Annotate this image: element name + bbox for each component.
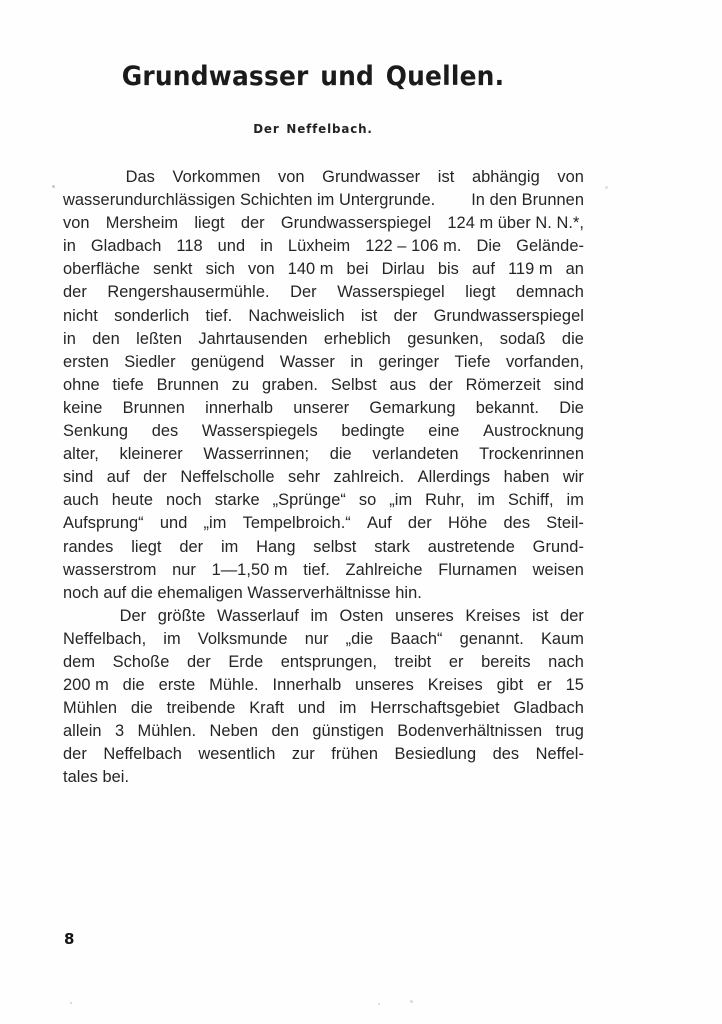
text-token: treibt — [394, 652, 432, 671]
text-token: Volksmunde — [197, 629, 288, 648]
paragraph-2 — [63, 605, 584, 790]
text-token: 118 — [176, 237, 203, 256]
text-token: zahlreich. — [333, 468, 405, 487]
text-token: starke — [214, 491, 260, 510]
text-token: demnach — [516, 283, 584, 302]
text-token: senkt — [153, 260, 193, 279]
text-token: bereits — [481, 652, 531, 671]
text-line — [63, 466, 584, 489]
text-token: an — [565, 260, 584, 279]
text-token: Herrschaftsgebiet — [370, 699, 500, 718]
text-token: Ruhr, — [425, 491, 465, 510]
text-token: haben — [503, 468, 550, 487]
text-token: 140 m — [287, 260, 334, 279]
text-token: sind — [553, 375, 584, 394]
text-token: aus — [389, 375, 417, 394]
text-token: Kreises — [465, 606, 521, 625]
text-token: noch — [165, 491, 202, 510]
text-token: ist — [437, 168, 455, 186]
text-token: Mühlen — [63, 699, 118, 718]
text-token: liegt — [194, 214, 225, 233]
text-token: innerhalb — [205, 398, 274, 417]
text-token: Dirlau — [381, 260, 425, 279]
text-token: tales bei. — [63, 768, 130, 787]
text-token: ist — [531, 606, 549, 625]
text-token: „Sprünge“ — [272, 491, 346, 510]
text-token: Allerdings — [417, 468, 491, 487]
text-token: Wasserrinnen; — [203, 445, 310, 464]
text-token: und — [297, 699, 326, 718]
text-token: noch auf die ehemaligen Wasserverhältnisse hin. — [63, 583, 422, 602]
text-token: oberfläche — [63, 260, 141, 279]
body-text — [63, 166, 584, 790]
text-token: Der — [290, 283, 317, 302]
text-line — [63, 720, 584, 743]
text-token: des — [151, 422, 179, 441]
text-token: nicht — [63, 306, 98, 325]
text-token: den — [271, 722, 299, 741]
text-token: von — [278, 168, 305, 186]
text-line — [63, 582, 584, 605]
text-token: geringer — [378, 352, 440, 371]
text-token: tief. — [303, 560, 330, 579]
text-token: des — [492, 745, 520, 764]
text-token: Nachweislich — [248, 306, 345, 325]
text-token: randes — [63, 537, 114, 556]
text-token: Wasser — [279, 352, 335, 371]
text-line — [63, 235, 584, 258]
text-token: unserer — [293, 398, 350, 417]
text-token: Wasserspiegel — [337, 283, 445, 302]
text-token: Gelände- — [516, 237, 584, 256]
text-token: Wasserlauf — [217, 606, 299, 625]
text-token: Zahlreiche — [345, 560, 423, 579]
text-token: im — [310, 606, 328, 625]
scan-speck — [70, 1002, 72, 1004]
text-token: der — [186, 652, 211, 671]
text-token: Austrocknung — [483, 422, 584, 441]
text-token: weisen — [532, 560, 584, 579]
text-token: Osten — [339, 606, 384, 625]
text-token: Trockenrinnen — [479, 445, 584, 464]
text-token: sodaß — [499, 329, 546, 348]
text-token: Der — [119, 606, 147, 625]
text-token: in — [63, 237, 76, 256]
text-token: die — [329, 445, 352, 464]
text-token: Höhe — [447, 514, 488, 533]
text-token: Schiff, — [507, 491, 554, 510]
text-token: ist — [360, 306, 378, 325]
page-subtitle: Der Neffelbach. — [253, 121, 373, 137]
text-line — [63, 397, 584, 420]
text-token: und — [159, 514, 188, 533]
text-token: leßten — [136, 329, 182, 348]
text-line — [63, 743, 584, 766]
text-token: im — [566, 491, 584, 510]
text-token: ohne — [63, 375, 100, 394]
page-title: Grundwasser und Quellen. — [121, 61, 505, 92]
text-token: Wasserspiegels — [201, 422, 318, 441]
text-token: Grundwasserspiegel — [280, 214, 432, 233]
text-token: Gemarkung — [369, 398, 456, 417]
text-token: Rengershausermühle. — [107, 283, 270, 302]
text-token: „im — [203, 514, 227, 533]
text-token: Besiedlung — [394, 745, 477, 764]
text-token: Tempelbroich.“ — [242, 514, 351, 533]
text-token: bei — [346, 260, 369, 279]
scan-speck — [378, 1003, 380, 1005]
text-token: In den Brunnen — [471, 191, 584, 210]
text-line — [63, 536, 584, 559]
text-token: Kraft — [249, 699, 285, 718]
text-token: im — [339, 699, 357, 718]
text-token: treibende — [166, 699, 236, 718]
text-line — [63, 605, 584, 628]
text-token: Aufsprung“ — [63, 514, 144, 533]
text-token: Baach“ — [390, 629, 443, 648]
text-token: frühen — [331, 745, 379, 764]
text-token: nur — [304, 629, 329, 648]
text-token: der — [63, 283, 87, 302]
text-token: ersten — [63, 352, 109, 371]
text-line — [63, 512, 584, 535]
text-token: liegt — [131, 537, 162, 556]
text-token: Steil- — [546, 514, 584, 533]
text-token: wesentlich — [198, 745, 276, 764]
text-token: wasserundurchlässigen Schichten im Untergrunde. — [63, 191, 436, 210]
text-token: der — [240, 214, 265, 233]
text-line — [63, 559, 584, 582]
text-line — [63, 651, 584, 674]
text-token: tief. — [205, 306, 233, 325]
text-token: entsprungen, — [280, 652, 377, 671]
text-line — [63, 420, 584, 443]
text-token: Römerzeit — [465, 375, 541, 394]
text-token: genannt. — [459, 629, 524, 648]
text-token: von — [63, 214, 90, 233]
text-line — [63, 258, 584, 281]
text-token: Brunnen — [156, 375, 219, 394]
text-token: der — [407, 514, 432, 533]
text-token: im — [220, 537, 239, 556]
text-token: 122 – 106 m. — [365, 237, 462, 256]
text-line — [63, 628, 584, 651]
text-token: auf — [106, 468, 130, 487]
text-token: von — [248, 260, 275, 279]
text-token: zur — [291, 745, 315, 764]
text-token: Mersheim — [105, 214, 179, 233]
text-token: in — [350, 352, 364, 371]
text-token: graben. — [262, 375, 318, 394]
text-token: Erde — [228, 652, 264, 671]
text-line — [63, 212, 584, 235]
text-token: 124 m über N. N.*, — [447, 214, 584, 233]
text-token: der — [393, 306, 418, 325]
text-token: keine — [63, 398, 103, 417]
text-token: 3 — [114, 722, 125, 741]
scan-speck — [605, 186, 608, 189]
text-token: des — [503, 514, 531, 533]
text-token: der — [428, 375, 453, 394]
text-token: Die — [476, 237, 502, 256]
text-token: nur — [172, 560, 196, 579]
text-token: 119 m — [507, 260, 553, 279]
text-line — [63, 328, 584, 351]
text-token: günstigen — [312, 722, 384, 741]
text-token: er — [448, 652, 464, 671]
text-token: bis — [437, 260, 459, 279]
text-token: gibt — [496, 676, 524, 695]
text-token: Mühlen. — [137, 722, 197, 741]
text-token: alter, — [63, 445, 99, 464]
text-token: unseres — [395, 606, 454, 625]
text-token: der — [143, 468, 167, 487]
text-token: sich — [205, 260, 235, 279]
text-token: Bodenverhältnissen — [397, 722, 543, 741]
text-token: Hang — [256, 537, 296, 556]
text-token: austretende — [427, 537, 515, 556]
text-token: die — [130, 699, 153, 718]
text-line — [63, 766, 584, 789]
text-line — [63, 674, 584, 697]
text-token: tiefe — [112, 375, 144, 394]
text-token: Gladbach — [513, 699, 584, 718]
text-token: vorfanden, — [505, 352, 584, 371]
text-token: wir — [562, 468, 584, 487]
title-block — [63, 62, 563, 136]
text-token: in — [63, 329, 76, 348]
text-token: erste — [158, 676, 196, 695]
text-token: Neben — [209, 722, 259, 741]
scan-speck — [410, 1000, 413, 1003]
text-token: genügend — [190, 352, 265, 371]
text-token: wasserstrom — [63, 560, 157, 579]
text-token: Die — [559, 398, 584, 417]
text-line — [63, 281, 584, 304]
text-token: Neffelbach — [103, 745, 182, 764]
text-token: dem — [63, 652, 96, 671]
text-token: trug — [555, 722, 584, 741]
text-token: auf — [471, 260, 495, 279]
text-token: der — [63, 745, 87, 764]
text-token: eine — [428, 422, 460, 441]
text-token: Kaum — [540, 629, 584, 648]
text-token: größte — [157, 606, 206, 625]
text-token: den — [92, 329, 120, 348]
text-line — [63, 489, 584, 512]
text-token: Gladbach — [90, 237, 162, 256]
text-token: Neffelscholle — [180, 468, 275, 487]
text-token: Kreises — [427, 676, 483, 695]
text-token: sind — [63, 468, 94, 487]
text-token: verlandeten — [372, 445, 459, 464]
paragraph-1 — [63, 166, 584, 605]
text-token: allein — [63, 722, 102, 741]
text-token: Brunnen — [122, 398, 185, 417]
text-line — [63, 374, 584, 397]
text-token: 15 — [565, 676, 584, 695]
text-token: Senkung — [63, 422, 129, 441]
text-token: die — [122, 676, 145, 695]
text-token: selbst — [313, 537, 357, 556]
text-token: Neffelbach, — [63, 629, 147, 648]
text-token: 200 m — [63, 676, 109, 695]
text-token: die — [561, 329, 584, 348]
text-token: Siedler — [124, 352, 176, 371]
text-token: bekannt. — [475, 398, 539, 417]
text-token: Lüxheim — [287, 237, 351, 256]
text-token: Das — [125, 168, 155, 186]
text-token: Grundwasser — [322, 168, 421, 186]
text-token: zu — [231, 375, 250, 394]
text-token: von — [557, 168, 584, 186]
text-line — [63, 351, 584, 374]
text-line — [63, 305, 584, 328]
text-token: Vorkommen — [172, 168, 261, 186]
text-token: erheblich — [323, 329, 391, 348]
text-token: Mühle. — [209, 676, 259, 695]
scan-speck — [52, 185, 55, 188]
text-token: Schoße — [112, 652, 170, 671]
text-token: Selbst — [330, 375, 377, 394]
text-token: Tiefe — [454, 352, 491, 371]
text-token: bedingte — [341, 422, 405, 441]
text-token: kleinerer — [119, 445, 183, 464]
text-token: im — [163, 629, 181, 648]
text-token: der — [560, 606, 584, 625]
text-token: er — [537, 676, 552, 695]
text-token: 1—1,50 m — [211, 560, 288, 579]
text-token: so — [358, 491, 377, 510]
text-token: Neffel- — [535, 745, 584, 764]
text-token: Auf — [366, 514, 392, 533]
text-token: und — [217, 237, 246, 256]
text-token: in — [260, 237, 273, 256]
text-token: „die — [345, 629, 374, 648]
text-line — [63, 189, 584, 212]
text-token: „im — [389, 491, 413, 510]
text-token: im — [477, 491, 495, 510]
text-token: liegt — [465, 283, 496, 302]
text-token: auch — [63, 491, 99, 510]
text-token: Innerhalb — [272, 676, 342, 695]
text-line — [63, 443, 584, 466]
text-token: heute — [111, 491, 153, 510]
text-token: Grund- — [532, 537, 584, 556]
text-token: sehr — [288, 468, 321, 487]
text-token: der — [179, 537, 204, 556]
text-token: Jahrtausenden — [198, 329, 308, 348]
text-token: unseres — [355, 676, 414, 695]
text-token: sonderlich — [114, 306, 190, 325]
text-line — [63, 166, 584, 189]
page-number: 8 — [64, 930, 75, 948]
text-token: Grundwasserspiegel — [433, 306, 584, 325]
text-line — [63, 697, 584, 720]
text-token: stark — [374, 537, 410, 556]
text-token: Flurnamen — [438, 560, 518, 579]
text-token: nach — [548, 652, 584, 671]
text-token: abhängig — [471, 168, 540, 186]
text-token: gesunken, — [407, 329, 484, 348]
